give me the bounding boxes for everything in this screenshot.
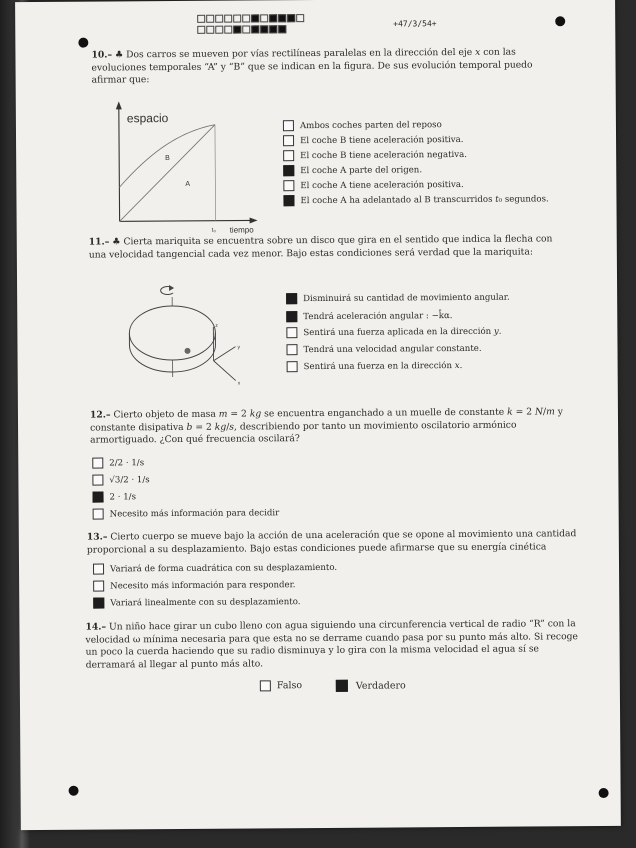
q12-option-1[interactable]: 2/2 · 1/s <box>92 457 144 468</box>
t0-guide <box>215 125 216 221</box>
q13-option-1[interactable]: Variará de forma cuadrática con su desplazamiento. <box>93 562 337 575</box>
x-axis-3d <box>214 361 236 381</box>
q10-checkbox-4[interactable] <box>283 165 294 176</box>
question-13-text: 13.– Cierto cuerpo se mueve bajo la acción de una aceleración que se opone al movimiento una cantidad proporcional a su desplazamiento. Bajo estas condiciones puede afirmarse que su energía cinética <box>86 528 577 556</box>
q10-option-2[interactable]: El coche B tiene aceleración positiva. <box>283 134 464 146</box>
q10-option-1[interactable]: Ambos coches parten del reposo <box>283 119 442 131</box>
q10-option-3[interactable]: El coche B tiene aceleración negativa. <box>283 149 467 161</box>
q11-checkbox-3[interactable] <box>286 327 297 338</box>
y-axis-label: espacio <box>126 111 169 126</box>
question-11-text: 11.– ♣ Cierta mariquita se encuentra sobre un disco que gira en el sentido que indica la flecha con una velocidad tangencial cada vez menor. Bajo estas condiciones será verdad que la mariquita: <box>88 233 553 261</box>
q13-checkbox-3[interactable] <box>93 597 104 608</box>
rotating-disc-figure <box>117 280 258 401</box>
q11-checkbox-1[interactable] <box>286 293 297 304</box>
club-icon: ♣ <box>114 49 124 61</box>
q12-checkbox-1[interactable] <box>92 458 103 469</box>
q10-checkbox-2[interactable] <box>283 135 294 146</box>
q12-checkbox-3[interactable] <box>92 491 103 502</box>
q12-option-3[interactable]: 2 · 1/s <box>92 491 136 502</box>
q14-option-true[interactable]: Verdadero <box>336 679 406 691</box>
disc-top <box>129 306 215 361</box>
line-a-label: A <box>185 180 191 188</box>
y-axis-3d <box>213 347 235 361</box>
q11-checkbox-5[interactable] <box>287 361 298 372</box>
q10-checkbox-6[interactable] <box>283 195 294 206</box>
ladybug-icon <box>184 348 190 354</box>
club-icon: ♣ <box>112 236 121 248</box>
space-time-graph <box>111 100 272 235</box>
q11-checkbox-2[interactable] <box>286 311 297 322</box>
q12-checkbox-2[interactable] <box>92 474 103 485</box>
question-14-text: 14.– Un niño hace girar un cubo lleno con agua siguiendo una circunferencia vertical de radio “R” con la velocidad ω mínima necesaria para que esta no se derrame cuando pasa por su punto más alto. Si recoge un poco la cuerda haciendo que su radio disminuya y lo gira con la misma velocidad el agua sí se derramará al llegar al punto más alto. <box>85 618 578 671</box>
line-a <box>119 125 216 222</box>
q11-option-5[interactable]: Sentirá una fuerza en la dirección 𝑥. <box>287 360 463 372</box>
curve-b-label: B <box>165 155 170 163</box>
registration-dot-top-left <box>78 38 88 48</box>
q13-option-3[interactable]: Variará linealmente con su desplazamiento. <box>93 596 300 608</box>
q11-option-1[interactable]: Disminuirá su cantidad de movimiento angular. <box>286 292 510 305</box>
q11-option-4[interactable]: Tendrá una velocidad angular constante. <box>286 343 481 355</box>
q12-option-2[interactable]: √3/2 · 1/s <box>92 474 149 485</box>
q14-checkbox-false[interactable] <box>260 680 271 691</box>
student-id-barcode <box>197 14 305 37</box>
q10-checkbox-5[interactable] <box>283 180 294 191</box>
registration-dot-bottom-left <box>69 786 79 796</box>
q12-option-4[interactable]: Necesito más información para decidir <box>93 507 280 519</box>
y-axis-arrow-icon <box>116 101 122 109</box>
q10-checkbox-3[interactable] <box>283 150 294 161</box>
x-axis-label-3d: x <box>237 380 241 387</box>
exam-page <box>15 0 621 830</box>
rotation-arrowhead-icon <box>169 285 174 291</box>
x-axis <box>120 220 252 221</box>
y-axis <box>119 105 120 221</box>
q10-option-5[interactable]: El coche A tiene aceleración positiva. <box>283 179 463 191</box>
question-12-text: 12.– Cierto objeto de masa 𝑚 = 2 𝑘𝑔 se encuentra enganchado a un muelle de constante 𝑘 = 2 𝑁/𝑚 y constante disipativa 𝑏 = 2 𝑘𝑔/𝑠, describiendo por tanto un movimiento oscilatorio armónico armortiguado. ¿Con qué frecuencia oscilará? <box>89 406 564 446</box>
registration-dot-bottom-right <box>599 788 609 798</box>
q10-option-4[interactable]: El coche A parte del origen. <box>283 164 422 176</box>
q11-option-3[interactable]: Sentirá una fuerza aplicada en la dirección 𝑦. <box>286 326 501 339</box>
q14-option-false[interactable]: Falso <box>260 680 302 691</box>
q13-checkbox-2[interactable] <box>93 580 104 591</box>
exam-code: +47/3/54+ <box>393 19 437 29</box>
t0-tick-label: t₀ <box>211 227 216 234</box>
q10-checkbox-1[interactable] <box>283 120 294 131</box>
registration-dot-top-right <box>555 16 565 26</box>
q10-option-6[interactable]: El coche A ha adelantado al B transcurridos 𝑡₀ segundos. <box>283 193 548 206</box>
x-axis-arrow-icon <box>250 217 258 223</box>
q13-option-2[interactable]: Necesito más información para responder. <box>93 579 295 591</box>
question-10-text: 10.– ♣ Dos carros se mueven por vías rectilíneas paralelas en la dirección del eje 𝑥 con las evoluciones temporales “A” y “B” que se indican en la figura. De sus evolución temporal puedo afirmar que: <box>91 46 533 86</box>
z-axis-label: z <box>215 322 218 329</box>
x-axis-label: tiempo <box>229 225 254 235</box>
y-axis-label-3d: y <box>237 344 241 351</box>
q12-checkbox-4[interactable] <box>93 508 104 519</box>
q11-option-2[interactable]: Tendrá aceleración angular : −k̂α. <box>286 310 452 322</box>
q14-checkbox-true[interactable] <box>336 680 348 692</box>
q13-checkbox-1[interactable] <box>93 563 104 574</box>
q11-checkbox-4[interactable] <box>286 344 297 355</box>
